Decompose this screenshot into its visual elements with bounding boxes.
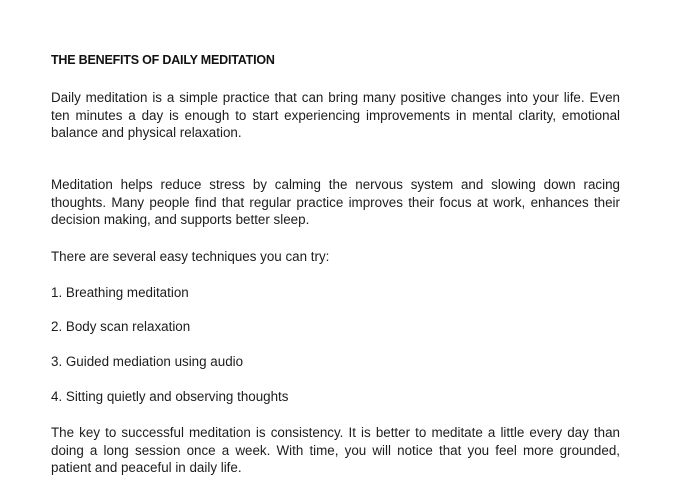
list-item: 2. Body scan relaxation — [51, 319, 191, 334]
list-item: 3. Guided mediation using audio — [51, 354, 244, 369]
stress-paragraph: Meditation helps reduce stress by calming the nervous system and slowing down racing thoughts. Many people find that regular practice improves their focus at work, enhances their decision making, and supports better sleep. — [51, 177, 620, 227]
intro-paragraph: Daily meditation is a simple practice that can bring many positive changes into your life. Even ten minutes a day is enough to start experiencing improvements in mental clarity, emotional balance and physical relaxation. — [51, 90, 620, 140]
list-item: 4. Sitting quietly and observing thoughts — [51, 389, 289, 404]
document-title: THE BENEFITS OF DAILY MEDITATION — [51, 53, 275, 67]
conclusion-paragraph: The key to successful meditation is consistency. It is better to meditate a little every day than doing a long session once a week. With time, you will notice that you feel more grounded, patient and peaceful in daily life. — [51, 425, 620, 475]
list-item: 1. Breathing meditation — [51, 285, 189, 300]
techniques-intro: There are several easy techniques you can try: — [51, 249, 330, 264]
